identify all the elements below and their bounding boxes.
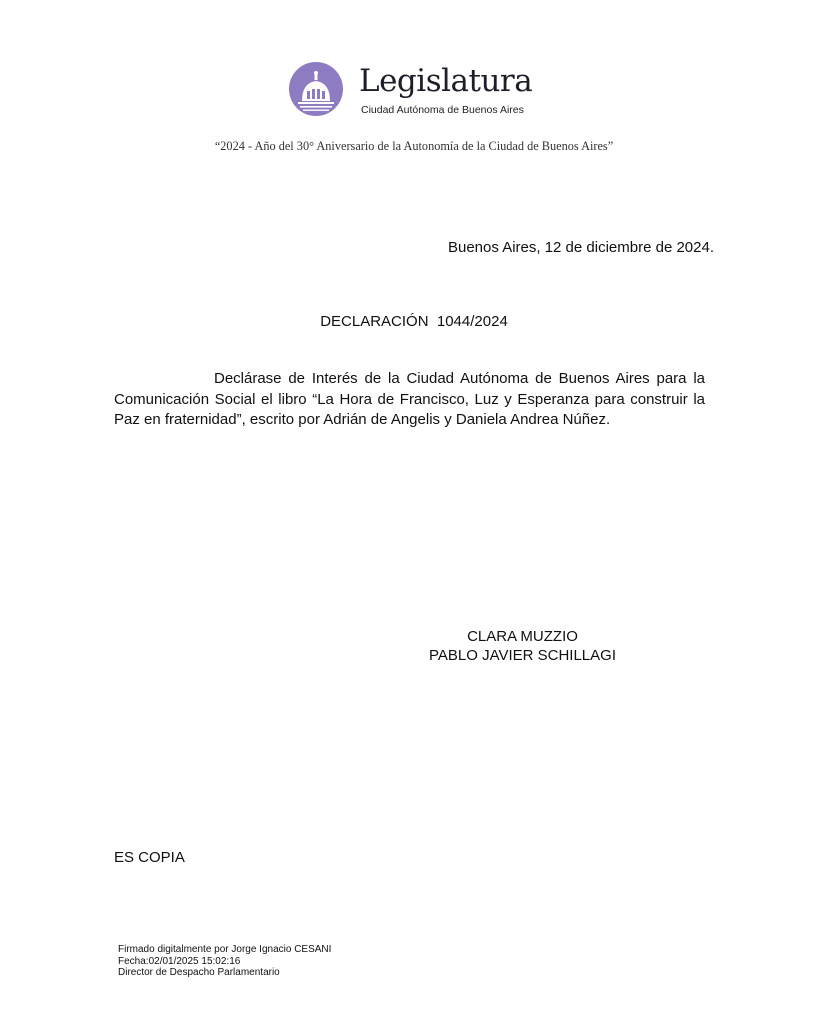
footer-role: Director de Despacho Parlamentario (118, 967, 280, 978)
declaration-title: DECLARACIÓN 1044/2024 (320, 313, 508, 330)
footer-date: Fecha:02/01/2025 15:02:16 (118, 955, 241, 967)
signature-name: PABLO JAVIER SCHILLAGI (428, 647, 616, 664)
digital-signature-footer (118, 944, 331, 979)
declaration-body: Declárase de Interés de la Ciudad Autónoma de Buenos Aires para la Comunicación Social el libro “La Hora de Francisco, Luz y Esperanza para construir la Paz en fraternidad”, escrito por Adrián de Angelis y Daniela Andrea Núñez. (114, 370, 705, 428)
footer-signed-by: Firmado digitalmente por Jorge Ignacio CESANI (118, 944, 332, 955)
document-date: Buenos Aires, 12 de diciembre de 2024. (447, 239, 714, 256)
dome-emblem-icon (288, 61, 344, 117)
year-motto: “2024 - Año del 30° Aniversario de la Autonomía de la Ciudad de Buenos Aires” (214, 139, 614, 153)
logo-title: Legislatura (359, 63, 533, 99)
logo-subtitle: Ciudad Autónoma de Buenos Aires (361, 104, 524, 116)
copy-mark: ES COPIA (114, 849, 185, 866)
signature-name: CLARA MUZZIO (467, 628, 578, 645)
